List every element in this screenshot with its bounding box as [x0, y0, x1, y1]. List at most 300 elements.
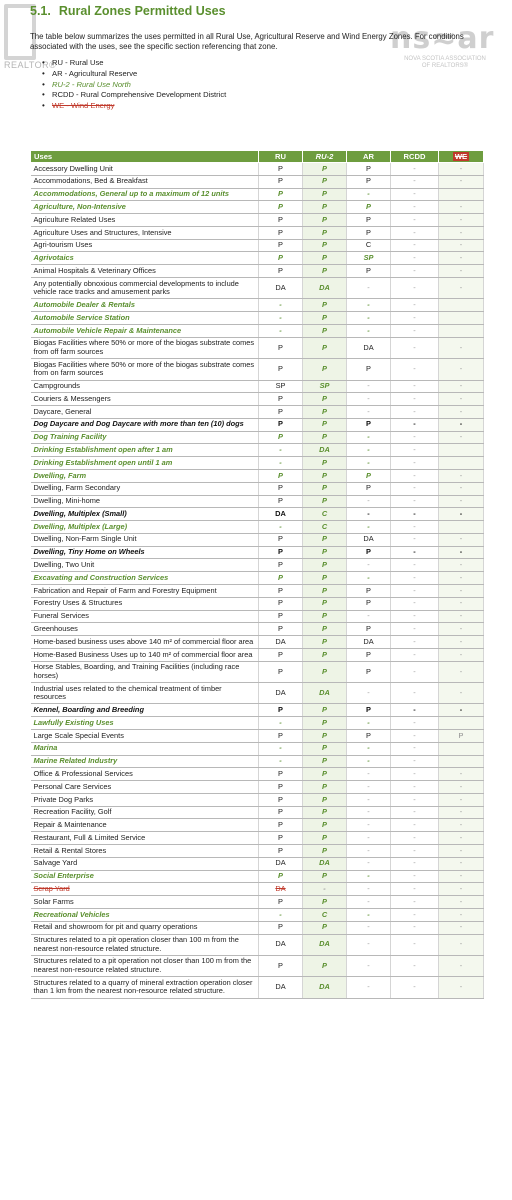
we-cell	[439, 324, 484, 337]
rcdd-cell: -	[391, 597, 439, 610]
ru2-cell: P	[303, 226, 347, 239]
ru-cell: DA	[259, 934, 303, 955]
section-title-text: Rural Zones Permitted Uses	[58, 4, 226, 18]
ar-cell: -	[347, 883, 391, 896]
header-rcdd: RCDD	[391, 151, 439, 163]
ar-cell: -	[347, 832, 391, 845]
ru-cell: -	[259, 717, 303, 730]
rcdd-cell: -	[391, 683, 439, 704]
rcdd-cell: -	[391, 239, 439, 252]
we-cell: -	[439, 201, 484, 214]
ar-cell: -	[347, 278, 391, 299]
table-row	[31, 457, 484, 470]
we-cell: -	[439, 418, 484, 431]
ar-cell: -	[347, 742, 391, 755]
ru-cell: P	[259, 546, 303, 559]
we-cell: -	[439, 832, 484, 845]
ar-cell: -	[347, 457, 391, 470]
rcdd-cell: -	[391, 806, 439, 819]
we-cell	[439, 188, 484, 201]
ar-cell: -	[347, 495, 391, 508]
ar-cell: -	[347, 921, 391, 934]
ru2-cell: P	[303, 457, 347, 470]
ru2-cell: P	[303, 252, 347, 265]
rcdd-cell: -	[391, 252, 439, 265]
we-cell: -	[439, 495, 484, 508]
rcdd-cell: -	[391, 636, 439, 649]
we-cell: -	[439, 380, 484, 393]
use-name-cell: Social Enterprise	[31, 870, 259, 883]
ru-cell: P	[259, 870, 303, 883]
table-row	[31, 380, 484, 393]
table-row	[31, 418, 484, 431]
ru2-cell: P	[303, 312, 347, 325]
header-uses: Uses	[31, 151, 259, 163]
we-cell: -	[439, 163, 484, 176]
ru2-cell: P	[303, 819, 347, 832]
use-name-cell: Excavating and Construction Services	[31, 572, 259, 585]
ru-cell: P	[259, 214, 303, 227]
ru-cell: DA	[259, 977, 303, 998]
ar-cell: P	[347, 546, 391, 559]
ar-cell: -	[347, 781, 391, 794]
rcdd-cell: -	[391, 508, 439, 521]
ru2-cell: P	[303, 832, 347, 845]
ru-cell: DA	[259, 857, 303, 870]
section-number: 5.1.	[30, 4, 51, 18]
use-name-cell: Dog Training Facility	[31, 431, 259, 444]
use-name-cell: Home-Based Business Uses up to 140 m² of commercial floor area	[31, 648, 259, 661]
use-name-cell: Restaurant, Full & Limited Service	[31, 832, 259, 845]
use-name-cell: Recreational Vehicles	[31, 908, 259, 921]
use-name-cell: Agriculture Related Uses	[31, 214, 259, 227]
use-name-cell: Daycare, General	[31, 406, 259, 419]
ar-cell: -	[347, 444, 391, 457]
ru2-cell: P	[303, 636, 347, 649]
ru-cell: DA	[259, 683, 303, 704]
we-cell: -	[439, 683, 484, 704]
use-name-cell: Animal Hospitals & Veterinary Offices	[31, 265, 259, 278]
ar-cell: -	[347, 793, 391, 806]
table-row	[31, 883, 484, 896]
rcdd-cell: -	[391, 768, 439, 781]
use-name-cell: Home-based business uses above 140 m² of commercial floor area	[31, 636, 259, 649]
we-cell: -	[439, 610, 484, 623]
ru2-cell: P	[303, 845, 347, 858]
ar-cell: -	[347, 521, 391, 534]
ar-cell: -	[347, 299, 391, 312]
rcdd-cell: -	[391, 359, 439, 380]
table-row	[31, 163, 484, 176]
table-row	[31, 337, 484, 358]
ar-cell: P	[347, 201, 391, 214]
table-row	[31, 934, 484, 955]
we-cell: -	[439, 908, 484, 921]
ar-cell: -	[347, 188, 391, 201]
ar-cell: -	[347, 896, 391, 909]
table-row	[31, 201, 484, 214]
section-header	[30, 4, 500, 112]
table-row	[31, 610, 484, 623]
ru2-cell: P	[303, 717, 347, 730]
use-name-cell: Agrivotaics	[31, 252, 259, 265]
ru2-cell: P	[303, 921, 347, 934]
ru-cell: P	[259, 226, 303, 239]
ar-cell: P	[347, 482, 391, 495]
ru-cell: -	[259, 908, 303, 921]
table-row	[31, 845, 484, 858]
use-name-cell: Automobile Dealer & Rentals	[31, 299, 259, 312]
ar-cell: -	[347, 559, 391, 572]
table-body	[31, 163, 484, 999]
ru2-cell: DA	[303, 278, 347, 299]
header-ru: RU	[259, 151, 303, 163]
we-cell	[439, 717, 484, 730]
ar-cell: -	[347, 806, 391, 819]
ru2-cell: P	[303, 393, 347, 406]
rcdd-cell: -	[391, 214, 439, 227]
ru-cell: P	[259, 418, 303, 431]
table-row	[31, 175, 484, 188]
ru-cell: -	[259, 521, 303, 534]
use-name-cell: Biogas Facilities where 50% or more of the biogas substrate comes from off farm sources	[31, 337, 259, 358]
table-row	[31, 312, 484, 325]
ru-cell: P	[259, 469, 303, 482]
use-name-cell: Structures related to a pit operation closer than 100 m from the nearest non-resource related structure.	[31, 934, 259, 955]
ru-cell: SP	[259, 380, 303, 393]
we-cell: -	[439, 781, 484, 794]
ru-cell: P	[259, 585, 303, 598]
ru-cell: P	[259, 806, 303, 819]
ru2-cell: P	[303, 495, 347, 508]
rcdd-cell: -	[391, 418, 439, 431]
use-name-cell: Dwelling, Farm	[31, 469, 259, 482]
rcdd-cell: -	[391, 188, 439, 201]
use-name-cell: Lawfully Existing Uses	[31, 717, 259, 730]
rcdd-cell: -	[391, 265, 439, 278]
ru2-cell: P	[303, 585, 347, 598]
use-name-cell: Campgrounds	[31, 380, 259, 393]
ru2-cell: P	[303, 265, 347, 278]
ru-cell: P	[259, 768, 303, 781]
use-name-cell: Drinking Establishment open until 1 am	[31, 457, 259, 470]
rcdd-cell: -	[391, 226, 439, 239]
rcdd-cell: -	[391, 742, 439, 755]
ru2-cell: P	[303, 623, 347, 636]
table-row	[31, 299, 484, 312]
rcdd-cell: -	[391, 730, 439, 743]
we-cell	[439, 755, 484, 768]
ru2-cell: P	[303, 955, 347, 976]
use-name-cell: Dwelling, Mini-home	[31, 495, 259, 508]
rcdd-cell: -	[391, 495, 439, 508]
rcdd-cell: -	[391, 623, 439, 636]
ar-cell: P	[347, 585, 391, 598]
use-name-cell: Automobile Vehicle Repair & Maintenance	[31, 324, 259, 337]
ru-cell: P	[259, 781, 303, 794]
table-row	[31, 521, 484, 534]
ru-cell: DA	[259, 883, 303, 896]
ru-cell: P	[259, 482, 303, 495]
ar-cell: P	[347, 214, 391, 227]
ru2-cell: P	[303, 163, 347, 176]
ru-cell: DA	[259, 278, 303, 299]
ru2-cell: DA	[303, 977, 347, 998]
nsar-logo-text: ns≈ar	[390, 21, 495, 56]
table-row	[31, 955, 484, 976]
ar-cell: -	[347, 683, 391, 704]
ru2-cell: P	[303, 482, 347, 495]
ar-cell: P	[347, 469, 391, 482]
we-cell: -	[439, 955, 484, 976]
ru-cell: -	[259, 312, 303, 325]
table-row	[31, 533, 484, 546]
ru2-cell: P	[303, 431, 347, 444]
we-cell: -	[439, 278, 484, 299]
use-name-cell: Accommodations, General up to a maximum of 12 units	[31, 188, 259, 201]
we-cell: -	[439, 265, 484, 278]
table-row	[31, 559, 484, 572]
rcdd-cell: -	[391, 819, 439, 832]
ar-cell: SP	[347, 252, 391, 265]
ru-cell: -	[259, 755, 303, 768]
ru-cell: P	[259, 239, 303, 252]
ar-cell: -	[347, 508, 391, 521]
rcdd-cell: -	[391, 482, 439, 495]
use-name-cell: Dwelling, Two Unit	[31, 559, 259, 572]
ru-cell: P	[259, 896, 303, 909]
ru2-cell: P	[303, 533, 347, 546]
ru2-cell: DA	[303, 857, 347, 870]
table-row	[31, 572, 484, 585]
use-name-cell: Drinking Establishment open after 1 am	[31, 444, 259, 457]
use-name-cell: Horse Stables, Boarding, and Training Facilities (including race horses)	[31, 661, 259, 682]
rcdd-cell: -	[391, 444, 439, 457]
table-row	[31, 406, 484, 419]
ru2-cell: P	[303, 806, 347, 819]
ar-cell: -	[347, 955, 391, 976]
we-cell: -	[439, 393, 484, 406]
ru-cell: P	[259, 337, 303, 358]
rcdd-cell: -	[391, 610, 439, 623]
we-cell	[439, 457, 484, 470]
use-name-cell: Forestry Uses & Structures	[31, 597, 259, 610]
ru-cell: P	[259, 559, 303, 572]
we-cell: -	[439, 845, 484, 858]
ru-cell: P	[259, 431, 303, 444]
rcdd-cell: -	[391, 793, 439, 806]
nsar-logo-line1: NOVA SCOTIA ASSOCIATION	[404, 56, 486, 62]
ar-cell: P	[347, 623, 391, 636]
use-name-cell: Any potentially obnoxious commercial developments to include vehicle race tracks and amusement parks	[31, 278, 259, 299]
table-row	[31, 359, 484, 380]
header-ru2: RU-2	[303, 151, 347, 163]
we-cell: -	[439, 648, 484, 661]
use-name-cell: Agri-tourism Uses	[31, 239, 259, 252]
we-cell: -	[439, 572, 484, 585]
use-name-cell: Private Dog Parks	[31, 793, 259, 806]
ru2-cell: P	[303, 648, 347, 661]
ar-cell: -	[347, 768, 391, 781]
ar-cell: -	[347, 406, 391, 419]
table-row	[31, 755, 484, 768]
ru-cell: P	[259, 533, 303, 546]
rcdd-cell: -	[391, 857, 439, 870]
we-cell: -	[439, 431, 484, 444]
use-name-cell: Dwelling, Farm Secondary	[31, 482, 259, 495]
realtor-watermark: REALTOR®	[4, 60, 57, 70]
ru2-cell: DA	[303, 934, 347, 955]
use-name-cell: Recreation Facility, Golf	[31, 806, 259, 819]
ar-cell: -	[347, 380, 391, 393]
we-cell: -	[439, 585, 484, 598]
ru-cell: P	[259, 832, 303, 845]
we-cell: P	[439, 730, 484, 743]
ru2-cell: P	[303, 559, 347, 572]
we-cell: -	[439, 806, 484, 819]
ru-cell: -	[259, 299, 303, 312]
header-we-label: WE	[454, 152, 468, 161]
use-name-cell: Marina	[31, 742, 259, 755]
ru2-cell: P	[303, 359, 347, 380]
table-row	[31, 495, 484, 508]
ar-cell: -	[347, 819, 391, 832]
table-row	[31, 793, 484, 806]
ar-cell: DA	[347, 636, 391, 649]
ru-cell: -	[259, 444, 303, 457]
use-name-cell: Accessory Dwelling Unit	[31, 163, 259, 176]
ru2-cell: P	[303, 730, 347, 743]
ru2-cell: P	[303, 324, 347, 337]
use-name-cell: Automobile Service Station	[31, 312, 259, 325]
ar-cell: C	[347, 239, 391, 252]
intro-paragraph: The table below summarizes the uses permitted in all Rural Use, Agricultural Reserve and Wind Energy Zones. For conditions associated with the uses, see the specific section referencing that zone.	[30, 32, 464, 51]
ru-cell: P	[259, 845, 303, 858]
table-row	[31, 444, 484, 457]
ru-cell: P	[259, 201, 303, 214]
we-cell	[439, 299, 484, 312]
ru2-cell: P	[303, 768, 347, 781]
we-cell: -	[439, 533, 484, 546]
ru2-cell: P	[303, 214, 347, 227]
ar-cell: -	[347, 431, 391, 444]
use-name-cell: Solar Farms	[31, 896, 259, 909]
ru-cell: P	[259, 648, 303, 661]
we-cell	[439, 312, 484, 325]
ar-cell: -	[347, 934, 391, 955]
rcdd-cell: -	[391, 546, 439, 559]
ar-cell: -	[347, 610, 391, 623]
table-row	[31, 585, 484, 598]
table-row	[31, 252, 484, 265]
zone-list	[44, 58, 500, 112]
we-cell: -	[439, 508, 484, 521]
rcdd-cell: -	[391, 977, 439, 998]
we-cell	[439, 742, 484, 755]
ru2-cell: C	[303, 521, 347, 534]
use-name-cell: Agriculture Uses and Structures, Intensive	[31, 226, 259, 239]
use-name-cell: Dwelling, Multiplex (Large)	[31, 521, 259, 534]
permitted-uses-table	[30, 150, 484, 999]
rcdd-cell: -	[391, 163, 439, 176]
ru2-cell: P	[303, 418, 347, 431]
ru2-cell: P	[303, 572, 347, 585]
use-name-cell: Marine Related Industry	[31, 755, 259, 768]
ar-cell: P	[347, 226, 391, 239]
table-row	[31, 768, 484, 781]
ru2-cell: C	[303, 908, 347, 921]
rcdd-cell: -	[391, 781, 439, 794]
table-row	[31, 546, 484, 559]
ar-cell: DA	[347, 337, 391, 358]
ar-cell: P	[347, 265, 391, 278]
ar-cell: P	[347, 175, 391, 188]
ar-cell: -	[347, 857, 391, 870]
rcdd-cell: -	[391, 533, 439, 546]
table-row	[31, 508, 484, 521]
ru2-cell: P	[303, 406, 347, 419]
table-row	[31, 781, 484, 794]
rcdd-cell: -	[391, 955, 439, 976]
ar-cell: -	[347, 324, 391, 337]
rcdd-cell: -	[391, 337, 439, 358]
ru2-cell: P	[303, 755, 347, 768]
ru2-cell: DA	[303, 444, 347, 457]
ar-cell: -	[347, 717, 391, 730]
ru-cell: P	[259, 406, 303, 419]
use-name-cell: Dwelling, Non-Farm Single Unit	[31, 533, 259, 546]
rcdd-cell: -	[391, 755, 439, 768]
we-cell: -	[439, 883, 484, 896]
table-row	[31, 806, 484, 819]
ru-cell: P	[259, 495, 303, 508]
ru2-cell: P	[303, 201, 347, 214]
rcdd-cell: -	[391, 661, 439, 682]
rcdd-cell: -	[391, 572, 439, 585]
rcdd-cell: -	[391, 870, 439, 883]
ru-cell: P	[259, 188, 303, 201]
ru-cell: P	[259, 610, 303, 623]
we-cell: -	[439, 252, 484, 265]
we-cell: -	[439, 896, 484, 909]
we-cell	[439, 444, 484, 457]
table-row	[31, 469, 484, 482]
use-name-cell: Agriculture, Non-Intensive	[31, 201, 259, 214]
use-name-cell: Fabrication and Repair of Farm and Forestry Equipment	[31, 585, 259, 598]
table-row	[31, 977, 484, 998]
table-row	[31, 239, 484, 252]
ru-cell: P	[259, 265, 303, 278]
ar-cell: -	[347, 908, 391, 921]
ru2-cell: P	[303, 188, 347, 201]
zone-list-item: • RU-2 - Rural Use North	[44, 80, 500, 91]
rcdd-cell: -	[391, 457, 439, 470]
rcdd-cell: -	[391, 921, 439, 934]
ar-cell: P	[347, 730, 391, 743]
we-cell: -	[439, 819, 484, 832]
ru2-cell: P	[303, 661, 347, 682]
ru-cell: P	[259, 955, 303, 976]
use-name-cell: Salvage Yard	[31, 857, 259, 870]
rcdd-cell: -	[391, 845, 439, 858]
use-name-cell: Greenhouses	[31, 623, 259, 636]
we-cell: -	[439, 661, 484, 682]
ru-cell: P	[259, 393, 303, 406]
use-name-cell: Kennel, Boarding and Breeding	[31, 704, 259, 717]
ru-cell: P	[259, 819, 303, 832]
ru2-cell: C	[303, 508, 347, 521]
we-cell: -	[439, 546, 484, 559]
